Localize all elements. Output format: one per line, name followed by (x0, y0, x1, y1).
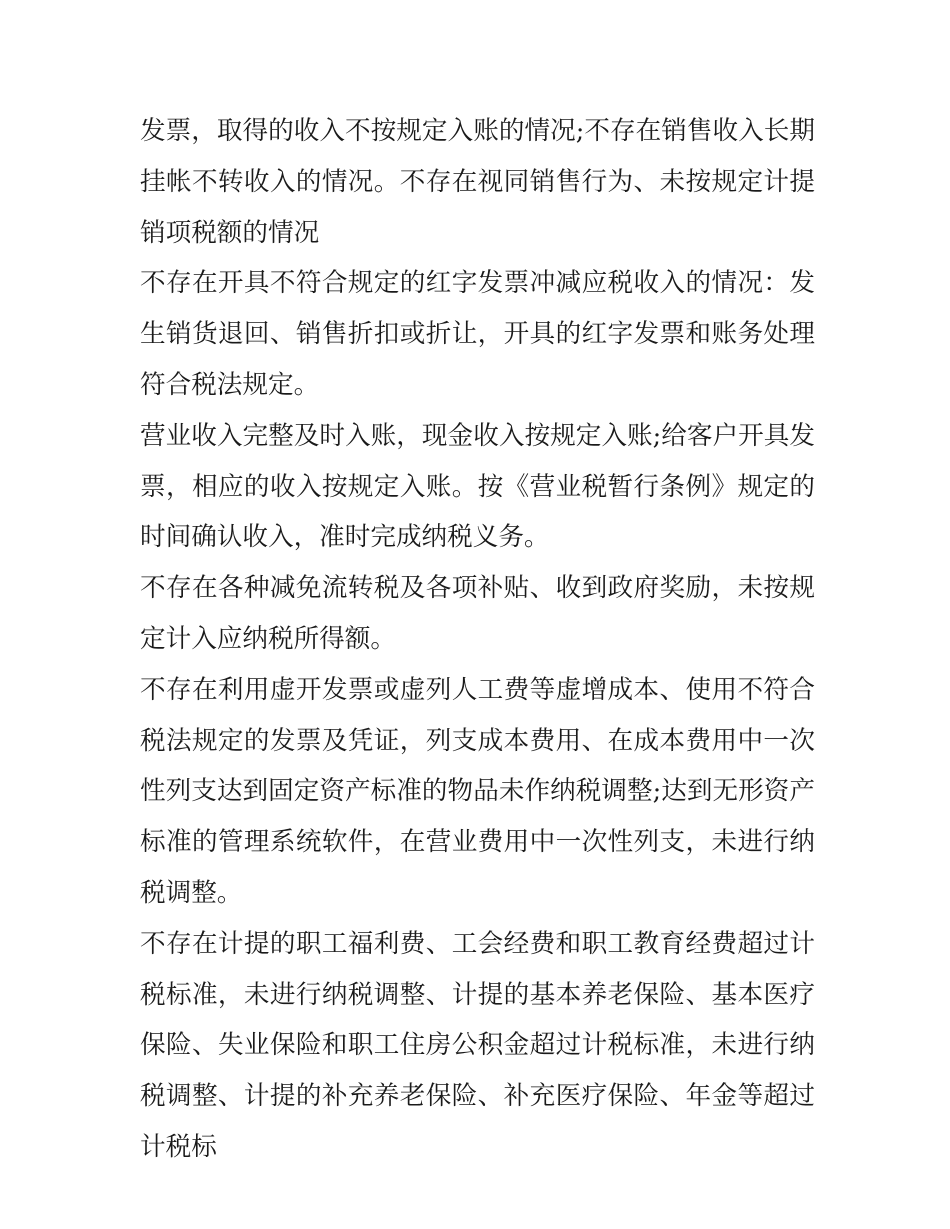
paragraph-6: 不存在计提的职工福利费、工会经费和职工教育经费超过计税标准，未进行纳税调整、计提的基本养老保险、基本医疗保险、失业保险和职工住房公积金超过计税标准，未进行纳税调整、计提的补充养老保险、补充医疗保险、年金等超过计税标 (140, 928, 815, 1162)
paragraph-4: 不存在各种减免流转税及各项补贴、收到政府奖励，未按规定计入应纳税所得额。 (140, 573, 815, 654)
paragraph-5: 不存在利用虚开发票或虚列人工费等虚增成本、使用不符合税法规定的发票及凭证，列支成本费用、在成本费用中一次性列支达到固定资产标准的物品未作纳税调整;达到无形资产标准的管理系统软件，在营业费用中一次性列支，未进行纳税调整。 (140, 674, 815, 908)
paragraph-3: 营业收入完整及时入账，现金收入按规定入账;给客户开具发票，相应的收入按规定入账。按《营业税暂行条例》规定的时间确认收入，准时完成纳税义务。 (140, 420, 815, 553)
paragraph-2: 不存在开具不符合规定的红字发票冲减应税收入的情况：发生销货退回、销售折扣或折让，开具的红字发票和账务处理符合税法规定。 (140, 268, 815, 400)
document-page (140, 106, 815, 1173)
paragraph-1: 发票，取得的收入不按规定入账的情况;不存在销售收入长期挂帐不转收入的情况。不存在视同销售行为、未按规定计提销项税额的情况 (140, 116, 815, 248)
